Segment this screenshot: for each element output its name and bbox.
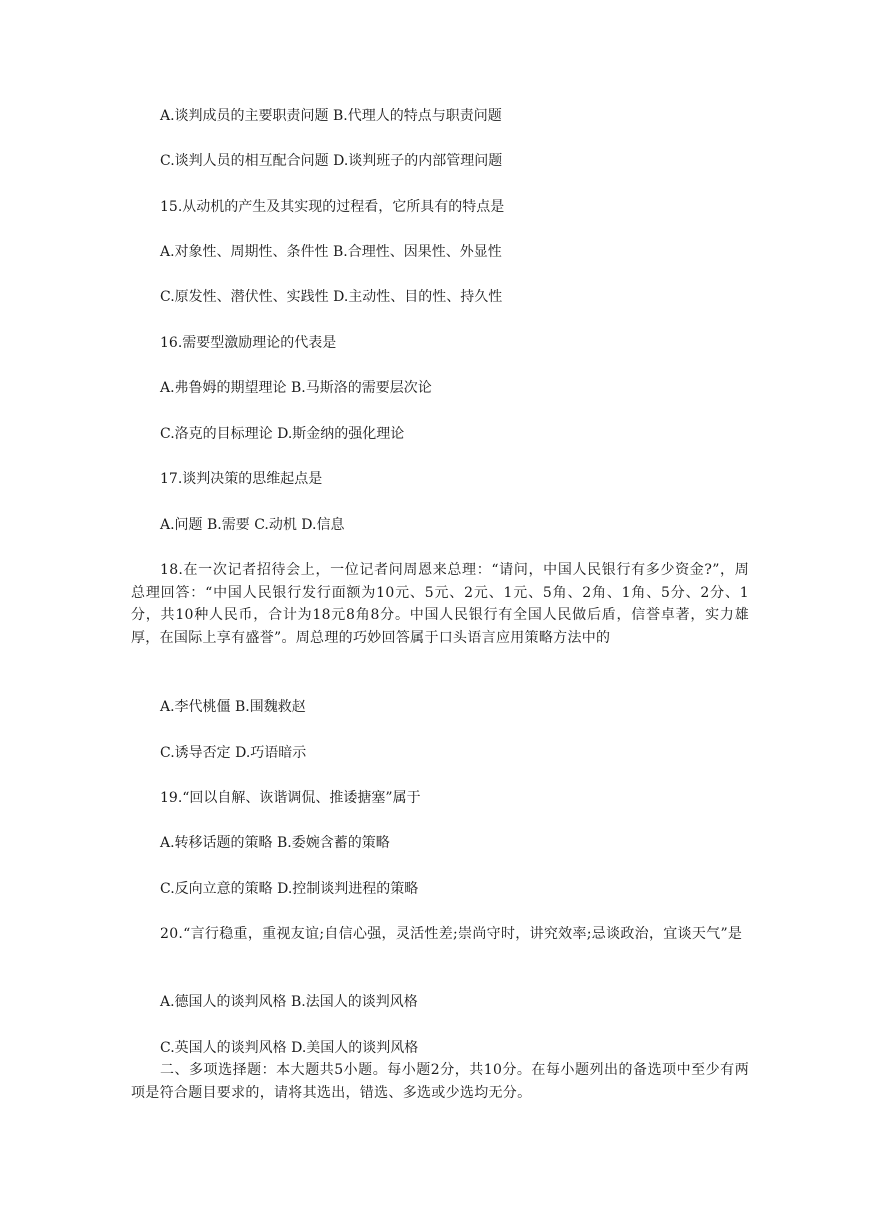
q18-stem: 18.在一次记者招待会上，一位记者问周恩来总理：“请问，中国人民银行有多少资金?”，周总理回答：“中国人民银行发行面额为10元、5元、2元、1元、5角、2角、1角、5分、2分、1分，共10种人民币，合计为18元8角8分。中国人民银行有全国人民做后盾，信誉卓著，实力雄厚，在国际上享有盛誉”。周总理的巧妙回答属于口头语言应用策略方法中的 bbox=[131, 562, 749, 646]
q18-options-ab: A.李代桃僵 B.围魏救赵 bbox=[160, 699, 306, 715]
q14-options-ab: A.谈判成员的主要职责问题 B.代理人的特点与职责问题 bbox=[160, 108, 502, 124]
q16-options-ab: A.弗鲁姆的期望理论 B.马斯洛的需要层次论 bbox=[160, 380, 432, 396]
q15-options-ab: A.对象性、周期性、条件性 B.合理性、因果性、外显性 bbox=[160, 244, 502, 260]
q20-stem: 20.“言行稳重，重视友谊;自信心强，灵活性差;崇尚守时，讲究效率;忌谈政治，宜谈天气”是 bbox=[160, 926, 743, 942]
q17-options: A.问题 B.需要 C.动机 D.信息 bbox=[160, 517, 345, 533]
q16-options-cd: C.洛克的目标理论 D.斯金纳的强化理论 bbox=[160, 426, 405, 442]
q20-options-ab: A.德国人的谈判风格 B.法国人的谈判风格 bbox=[160, 994, 418, 1010]
q16-stem: 16.需要型激励理论的代表是 bbox=[160, 335, 337, 351]
q20-options-cd: C.英国人的谈判风格 D.美国人的谈判风格 bbox=[160, 1040, 419, 1056]
q14-options-cd: C.谈判人员的相互配合问题 D.谈判班子的内部管理问题 bbox=[160, 153, 503, 169]
q17-stem: 17.谈判决策的思维起点是 bbox=[160, 471, 323, 487]
q18-options-cd: C.诱导否定 D.巧语暗示 bbox=[160, 745, 307, 761]
q19-options-ab: A.转移话题的策略 B.委婉含蓄的策略 bbox=[160, 835, 390, 851]
q15-stem: 15.从动机的产生及其实现的过程看，它所具有的特点是 bbox=[160, 199, 505, 215]
q19-options-cd: C.反向立意的策略 D.控制谈判进程的策略 bbox=[160, 881, 419, 897]
q15-options-cd: C.原发性、潜伏性、实践性 D.主动性、目的性、持久性 bbox=[160, 289, 503, 305]
section2-header: 二、多项选择题：本大题共5小题。每小题2分，共10分。在每小题列出的备选项中至少有两项是符合题目要求的，请将其选出，错选、多选或少选均无分。 bbox=[131, 1062, 749, 1101]
q19-stem: 19.“回以自解、诙谐调侃、推诿搪塞”属于 bbox=[160, 790, 421, 806]
